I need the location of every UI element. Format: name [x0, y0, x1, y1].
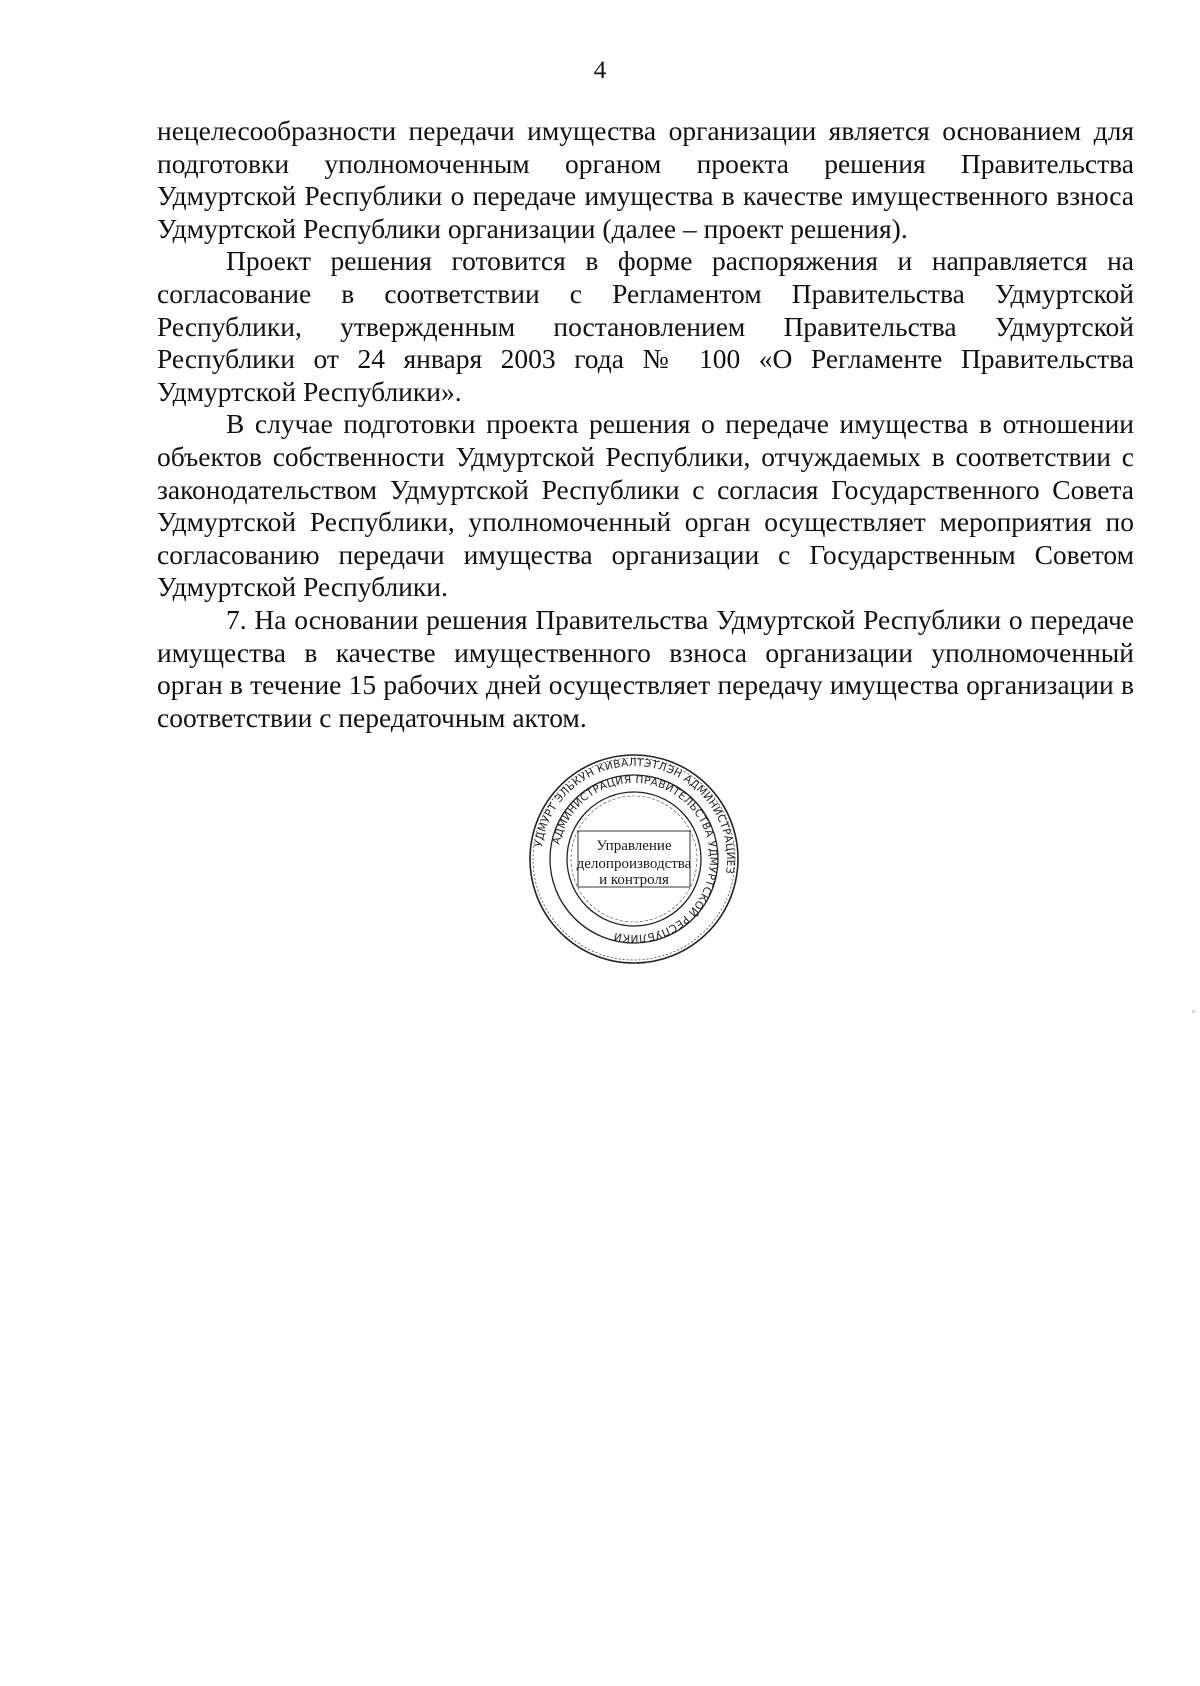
- stamp-line-3: и контроля: [599, 872, 669, 888]
- stamp-seal-icon: [524, 749, 744, 969]
- stamp-line-2: делопроизводства: [576, 856, 692, 872]
- stamp-line-1: Управление: [596, 838, 672, 854]
- paragraph-state-council-approval: В случае подготовки проекта решения о передаче имущества в отношении объектов собственности Удмуртской Республики, отчуждаемых в соответствии с законодательством Удмуртской Республики с согласия Государственного Совета Удмуртской Республики, уполномоченный орган осуществляет мероприятия по согласованию передачи имущества организации с Государственным Советом Удмуртской Республики.: [157, 408, 1134, 603]
- scan-speck: [1192, 1010, 1195, 1013]
- paragraph-draft-decision: Проект решения готовится в форме распоряжения и направляется на согласование в соответствии с Регламентом Правительства Удмуртской Республики, утвержденным постановлением Правительства Удмуртской Республики от 24 января 2003 года № 100 «О Регламенте Правительства Удмуртской Республики».: [157, 245, 1134, 407]
- paragraph-item-7: 7. На основании решения Правительства Удмуртской Республики о передаче имущества в качестве имущественного взноса организации уполномоченный орган в течение 15 рабочих дней осуществляет передачу имущества организации в соответствии с передаточным актом.: [157, 603, 1134, 733]
- document-body: [157, 115, 1134, 734]
- page-number: 4: [593, 57, 607, 84]
- paragraph-continuation: нецелесообразности передачи имущества организации является основанием для подготовки уполномоченным органом проекта решения Правительства Удмуртской Республики о передаче имущества в качестве имущественного взноса Удмуртской Республики организации (далее – проект решения).: [157, 115, 1134, 244]
- official-stamp: [524, 749, 744, 969]
- stamp-outer-text: УДМУРТ ЭЛЬКУН КИВАЛТЭТЛЭН АДМИНИСТРАЦИЕЗ: [532, 756, 737, 875]
- stamp-inner-ring-text: АДМИНИСТРАЦИЯ ПРАВИТЕЛЬСТВА УДМУРТСКОЙ РЕСПУБЛИКИ: [550, 773, 720, 945]
